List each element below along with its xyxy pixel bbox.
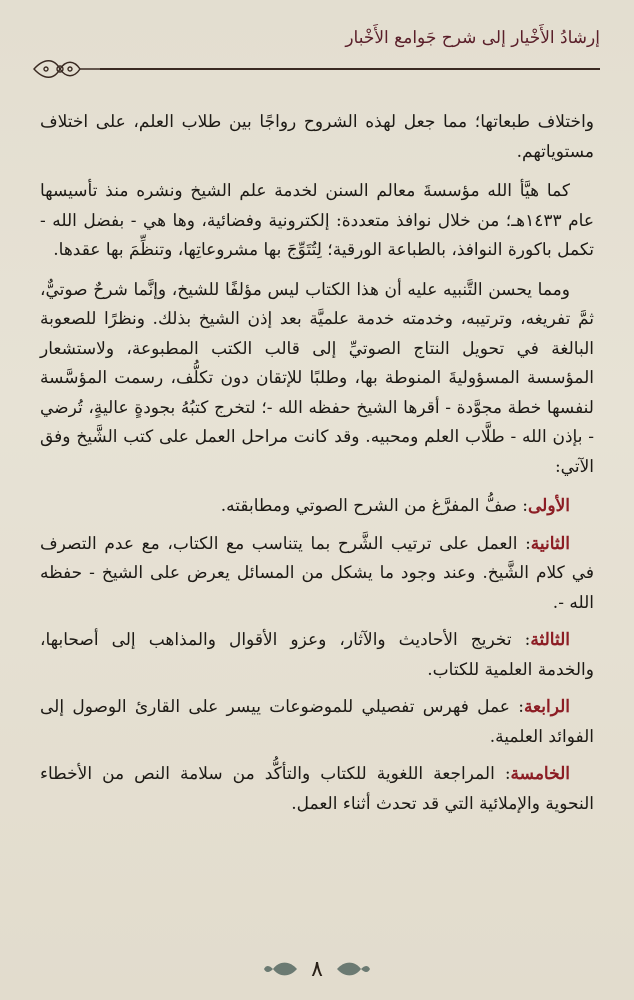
paragraph-2: كما هيَّأ الله مؤسسةَ معالم السنن لخدمة علم الشيخ ونشره منذ تأسيسها عام ١٤٣٣هـ؛ من خلال نوافذ متعددة: إلكترونية وفضائية، وها هي - بفضل الله - تكمل باكورة النوافذ، بالطباعة الورقية؛ لِتُتَوِّجَ بها مشروعاتِها، وتنظِّمَ بها عقدها. (40, 181, 594, 260)
step-text: : عمل فهرس تفصيلي للموضوعات ييسر على القارئ الوصول إلى الفوائد العلمية. (40, 697, 594, 747)
step-item (40, 530, 594, 619)
step-text: : المراجعة اللغوية للكتاب والتأكُّد من سلامة النص من الأخطاء النحوية والإملائية التي قد تحدث أثناء العمل. (40, 764, 594, 814)
leaf-ornament-icon (335, 957, 371, 981)
step-text: : تخريج الأحاديث والآثار، وعزو الأقوال والمذاهب إلى أصحابها، والخدمة العلمية للكتاب. (40, 630, 594, 680)
page-number: ٨ (311, 956, 323, 982)
main-text (40, 108, 594, 827)
header-title: إرشادُ الأَخْيار إلى شرح جَوامع الأَخْبار (345, 28, 600, 48)
step-text: : العمل على ترتيب الشَّرح بما يتناسب مع الكتاب، مع عدم التصرف في كلام الشَّيخ. وعند وجود ما يشكل من المسائل يعرض على الشيخ - حفظه الله -. (40, 533, 594, 613)
step-label: الخامسة (510, 764, 570, 784)
step-item (40, 760, 594, 819)
running-header (30, 28, 600, 84)
page-footer (0, 952, 634, 986)
step-label: الأولى (528, 496, 570, 516)
step-item (40, 492, 594, 522)
header-rule (100, 68, 600, 70)
step-label: الرابعة (523, 697, 570, 717)
floral-ornament-icon (30, 56, 104, 82)
step-label: الثالثة (530, 630, 570, 650)
leaf-ornament-icon (263, 957, 299, 981)
step-item (40, 626, 594, 685)
step-label: الثانية (530, 533, 570, 554)
step-text: : صفُّ المفرَّغ من الشرح الصوتي ومطابقته. (220, 496, 529, 516)
step-item (40, 693, 594, 752)
paragraph-1: واختلاف طبعاتها؛ مما جعل لهذه الشروح رواجًا بين طلاب العلم، على اختلاف مستوياتهم. (40, 112, 594, 162)
paragraph-3: ومما يحسن التَّنبيه عليه أن هذا الكتاب ليس مؤلفًا للشيخ، وإنَّما شرحٌ صوتيٌّ، ثمَّ تفريغه، وترتيبه، وخدمته خدمة علميَّة بعد إذن الشيخ بذلك. ونظرًا للصعوبة البالغة في تحويل النتاج الصوتيِّ إلى قالب الكتب المطبوعة، ولاستشعار المؤسسة المسؤوليةَ المنوطة بها، وطلبًا للإتقان دون تكلُّف، رسمت المؤسَّسة لنفسها خطة مجوَّدة - أقرها الشيخ حفظه الله -؛ لتخرج كتبُهُ بجودةٍ عاليةٍ، تُرضي - بإذن الله - طلَّاب العلم ومحبيه. وقد كانت مراحل العمل على كتب الشَّيخ وفق الآتي: (40, 279, 594, 477)
